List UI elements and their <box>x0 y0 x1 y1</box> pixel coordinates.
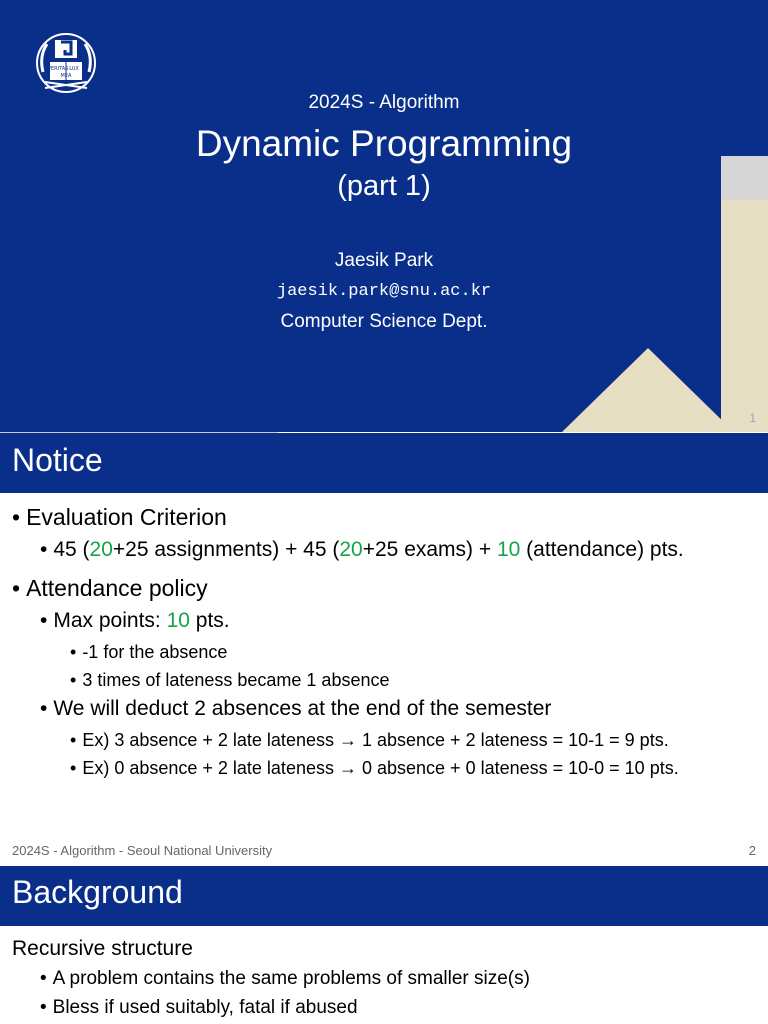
attendance-heading: • Attendance policy <box>12 575 208 601</box>
svg-text:LUX: LUX <box>69 66 79 72</box>
svg-text:MEA: MEA <box>60 73 72 79</box>
absence-rule: • -1 for the absence <box>70 642 228 662</box>
example-1: • Ex) 3 absence + 2 late lateness → 1 absence + 2 lateness = 10-1 = 9 pts. <box>70 730 669 750</box>
bullet-icon: • <box>40 997 47 1018</box>
page-number: 1 <box>749 411 756 425</box>
author-name: Jaesik Park <box>334 250 434 271</box>
bullet-icon: • <box>70 642 77 662</box>
title-slide <box>0 0 768 432</box>
bullet-icon: • <box>40 697 48 720</box>
notice-header-bar <box>0 433 768 493</box>
slide-footer: 2024S - Algorithm - Seoul National University <box>12 843 273 858</box>
bullet-icon: • <box>70 758 77 778</box>
svg-text:VERITAS: VERITAS <box>47 66 69 72</box>
bullet-icon: • <box>12 575 21 601</box>
notice-title: Notice <box>12 442 103 478</box>
bullet-icon: • <box>40 609 48 632</box>
bullet-icon: • <box>40 538 48 561</box>
bullet-icon: • <box>70 730 77 750</box>
deduct-rule: • We will deduct 2 absences at the end of the semester <box>40 697 552 720</box>
right-arrow-icon: → <box>338 730 357 750</box>
author-department: Computer Science Dept. <box>280 311 488 332</box>
slide-title: Dynamic Programming <box>195 123 573 164</box>
bullet-icon: • <box>40 968 47 989</box>
background-item: • A problem contains the same problems of smaller size(s) <box>40 968 530 989</box>
university-emblem-icon <box>35 32 97 94</box>
decorative-gray-block <box>721 156 768 200</box>
right-arrow-icon: → <box>338 758 357 778</box>
background-header-bar <box>0 866 768 926</box>
recursive-heading: Recursive structure <box>12 937 193 960</box>
lateness-rule: • 3 times of lateness became 1 absence <box>70 670 390 690</box>
example-2: • Ex) 0 absence + 2 late lateness → 0 absence + 0 lateness = 10-0 = 10 pts. <box>70 758 679 778</box>
course-name: 2024S - Algorithm <box>308 92 460 113</box>
slide-subtitle: (part 1) <box>337 170 431 202</box>
bullet-icon: • <box>12 504 21 530</box>
author-email: jaesik.park@snu.ac.kr <box>276 282 492 301</box>
background-item: • Bless if used suitably, fatal if abused <box>40 997 358 1018</box>
decorative-triangle <box>562 348 734 432</box>
bullet-icon: • <box>70 670 77 690</box>
eval-line: • 45 (20+25 assignments) + 45 (20+25 exams) + 10 (attendance) pts. <box>40 538 684 561</box>
eval-heading: • Evaluation Criterion <box>12 504 227 530</box>
page-number: 2 <box>748 843 756 858</box>
max-points-line: • Max points: 10 pts. <box>40 609 230 632</box>
background-title: Background <box>12 874 183 910</box>
